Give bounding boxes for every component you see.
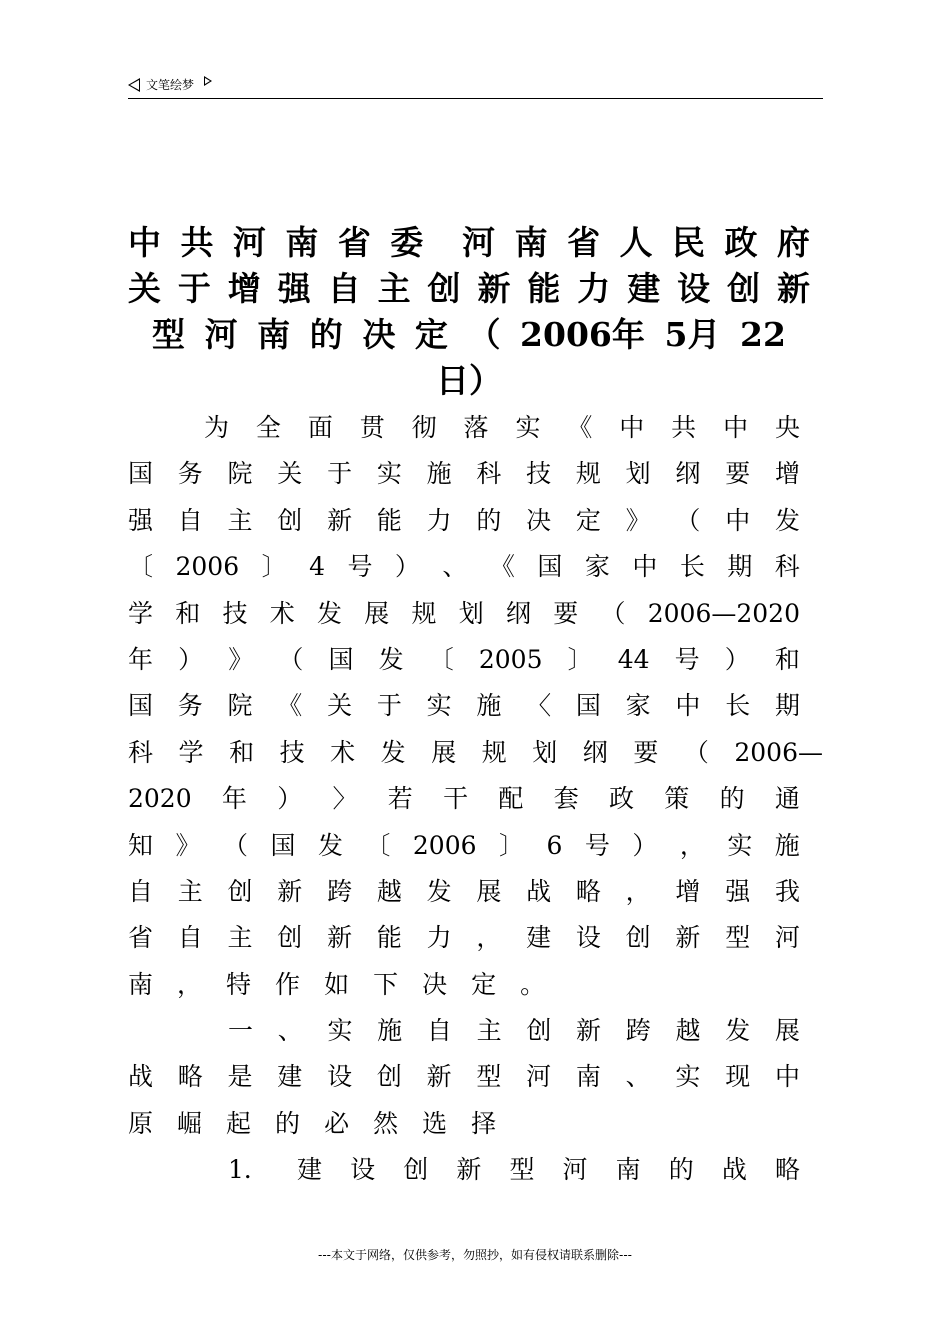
text-token: 6: [546, 830, 563, 860]
text-token: 人: [619, 223, 653, 262]
text-token: 型: [509, 1155, 535, 1185]
text-token: 战: [128, 1062, 154, 1092]
text-token: 和: [175, 598, 201, 628]
text-token: 展: [364, 598, 390, 628]
text-token: 施: [774, 830, 800, 860]
text-token: 〕: [567, 644, 593, 674]
text-token: 实: [675, 1062, 701, 1092]
text-token: 关: [277, 459, 303, 489]
text-token: 务: [177, 459, 203, 489]
text-token: 新: [576, 1016, 602, 1046]
text-token: 河: [462, 223, 496, 262]
text-token: 自: [128, 876, 154, 906]
text-token: 的: [476, 505, 502, 535]
text-token: 强: [128, 505, 154, 535]
section-heading-line: [128, 1054, 800, 1100]
text-token: 22: [740, 315, 786, 354]
text-token: 主: [377, 269, 411, 308]
text-token: 自: [327, 269, 361, 308]
header-text: 文笔绘梦: [146, 78, 195, 92]
text-token: （: [467, 315, 501, 354]
text-token: 国: [270, 830, 296, 860]
text-token: 创: [376, 1062, 402, 1092]
text-token: 2020: [128, 784, 192, 814]
text-token: 强: [277, 269, 311, 308]
text-token: 长: [725, 691, 751, 721]
text-token: 新: [477, 269, 511, 308]
text-token: 号: [347, 552, 373, 582]
text-token: 〔: [428, 644, 454, 674]
text-token: 创: [277, 923, 303, 953]
text-token: 下: [373, 969, 399, 999]
text-token: 增: [227, 269, 261, 308]
text-token: 院: [227, 459, 253, 489]
text-token: 必: [324, 1108, 350, 1138]
text-token: 2006年: [520, 315, 645, 354]
text-token: ）: [178, 644, 204, 674]
text-token: 河: [562, 1155, 588, 1185]
title-line-2: [128, 266, 810, 312]
text-token: 若: [387, 784, 413, 814]
text-token: 展: [476, 876, 502, 906]
text-token: 设: [350, 1155, 376, 1185]
page-header: [128, 74, 823, 99]
text-token: 科: [774, 552, 800, 582]
text-token: 中: [723, 413, 749, 442]
text-token: 施: [476, 691, 502, 721]
text-token: 4: [309, 552, 325, 582]
body-line: [128, 962, 800, 1008]
text-token: 特: [226, 969, 252, 999]
text-token: 发: [317, 830, 343, 860]
text-token: 新: [327, 505, 353, 535]
text-token: 发: [380, 737, 406, 767]
text-token: ，: [679, 830, 705, 860]
text-token: 我: [774, 876, 800, 906]
text-token: 发: [317, 598, 343, 628]
text-token: 决: [362, 315, 396, 354]
text-token: 中: [619, 413, 645, 442]
text-token: 实: [515, 413, 541, 442]
text-token: 年: [221, 784, 247, 814]
body-line: [128, 683, 800, 729]
text-token: 纲: [582, 737, 608, 767]
text-token: 展: [774, 1016, 800, 1046]
text-token: 学: [128, 598, 154, 628]
title-line-1: [128, 220, 810, 266]
body-line: [128, 730, 823, 776]
text-token: 战: [526, 876, 552, 906]
text-token: 建: [277, 1062, 303, 1092]
text-token: ）: [277, 784, 303, 814]
body-line: [128, 498, 800, 544]
text-token: 技: [279, 737, 305, 767]
text-token: 、: [277, 1016, 303, 1046]
text-token: 年: [128, 644, 154, 674]
text-token: 南: [575, 1062, 601, 1092]
text-token: 》: [228, 644, 254, 674]
text-token: 河: [204, 315, 238, 354]
document-title: [128, 220, 810, 404]
text-token: 要: [725, 459, 751, 489]
text-token: 学: [178, 737, 204, 767]
text-token: 发: [378, 644, 404, 674]
text-token: 发: [426, 876, 452, 906]
text-token: 跨: [625, 1016, 651, 1046]
text-token: 面: [307, 413, 333, 442]
text-token: 政: [724, 223, 758, 262]
text-token: 、: [442, 552, 468, 582]
section-heading-line: [128, 1008, 800, 1054]
text-token: 新: [327, 923, 353, 953]
text-token: 新: [675, 923, 701, 953]
text-token: 是: [227, 1062, 253, 1092]
text-token: 的: [275, 1108, 301, 1138]
text-token: 国: [537, 552, 563, 582]
text-token: 关: [128, 269, 161, 308]
text-token: 、: [625, 1062, 651, 1092]
text-token: 民: [671, 223, 705, 262]
text-token: 务: [177, 691, 203, 721]
body-line: [128, 637, 800, 683]
text-token: 决: [422, 969, 448, 999]
text-token: 期: [727, 552, 753, 582]
triangle-right-icon: [204, 76, 212, 86]
text-token: 中: [774, 1062, 800, 1092]
text-token: 落: [463, 413, 489, 442]
text-token: 原: [128, 1108, 154, 1138]
text-token: 河: [774, 923, 800, 953]
page-footer: ---本文于网络，仅供参考，勿照抄，如有侵权请联系删除---: [318, 1248, 632, 1262]
text-token: 〈: [526, 691, 552, 721]
text-token: 共: [671, 413, 697, 442]
text-token: 和: [229, 737, 255, 767]
text-token: 技: [222, 598, 248, 628]
text-token: 纲: [675, 459, 701, 489]
text-token: 国: [575, 691, 601, 721]
text-token: 长: [679, 552, 705, 582]
text-token: 规: [481, 737, 507, 767]
text-token: 2006—: [734, 737, 823, 767]
text-token: 号: [674, 644, 700, 674]
text-token: 中: [675, 691, 701, 721]
triangle-left-icon: [128, 78, 140, 92]
text-token: 南: [615, 1155, 641, 1185]
text-token: 2006: [412, 830, 477, 860]
text-token: 规: [575, 459, 601, 489]
text-token: 于: [327, 459, 353, 489]
text-token: 实: [727, 830, 753, 860]
body-line: [128, 405, 800, 451]
text-token: 定: [575, 505, 601, 535]
text-token: 国: [128, 459, 154, 489]
text-token: 家: [625, 691, 651, 721]
text-token: ）: [394, 552, 420, 582]
text-token: 日: [436, 361, 469, 400]
text-token: 央: [774, 413, 800, 442]
text-token: 知: [128, 830, 154, 860]
text-token: 府: [776, 223, 810, 262]
text-token: 施: [426, 459, 452, 489]
text-token: 自: [177, 923, 203, 953]
text-token: 》: [175, 830, 201, 860]
text-token: 主: [476, 1016, 502, 1046]
text-token: 河: [526, 1062, 552, 1092]
text-token: 设: [327, 1062, 353, 1092]
text-token: 套: [553, 784, 579, 814]
text-token: 略: [774, 1155, 800, 1185]
text-token: 展: [431, 737, 457, 767]
text-token: 号: [584, 830, 610, 860]
text-token: 策: [664, 784, 690, 814]
text-token: 能: [376, 923, 402, 953]
text-token: 彻: [411, 413, 437, 442]
text-token: 要: [633, 737, 659, 767]
text-token: 干: [443, 784, 469, 814]
text-token: 发: [725, 1016, 751, 1046]
text-token: 定: [471, 969, 497, 999]
body-line: [128, 591, 800, 637]
text-token: 战: [721, 1155, 747, 1185]
text-token: 术: [330, 737, 356, 767]
text-token: 新: [456, 1155, 482, 1185]
text-token: 型: [152, 315, 185, 354]
text-token: 型: [476, 1062, 502, 1092]
text-token: 期: [774, 691, 800, 721]
text-token: 〔: [128, 552, 154, 582]
text-token: 》: [625, 505, 651, 535]
text-token: 的: [668, 1155, 694, 1185]
text-token: 作: [275, 969, 301, 999]
text-token: 能: [376, 505, 402, 535]
text-token: 〕: [499, 830, 525, 860]
text-token: 崛: [177, 1108, 203, 1138]
text-token: 决: [526, 505, 552, 535]
text-token: 能: [527, 269, 561, 308]
text-token: 如: [324, 969, 350, 999]
text-token: 建: [526, 923, 552, 953]
text-token: 的: [309, 315, 343, 354]
text-token: 科: [128, 737, 154, 767]
body-line: [128, 915, 800, 961]
body-line: [128, 451, 800, 497]
document-body: [128, 405, 823, 1194]
text-token: 实: [426, 691, 452, 721]
text-token: 全: [255, 413, 281, 442]
text-token: 中: [725, 505, 751, 535]
text-token: 创: [227, 876, 253, 906]
text-token: 主: [227, 505, 253, 535]
text-token: （: [600, 598, 626, 628]
text-token: 发: [774, 505, 800, 535]
text-token: 划: [625, 459, 651, 489]
text-token: 〉: [332, 784, 358, 814]
text-token: 新: [277, 876, 303, 906]
body-line: [128, 869, 800, 915]
text-token: 。: [520, 969, 546, 999]
title-line-4: [128, 358, 810, 404]
text-token: 《: [277, 691, 303, 721]
text-token: 自: [177, 505, 203, 535]
text-token: 设: [677, 269, 711, 308]
text-token: 择: [471, 1108, 497, 1138]
text-token: 2005: [478, 644, 543, 674]
subsection-heading-line: [128, 1147, 800, 1193]
text-token: 通: [774, 784, 800, 814]
text-token: ）: [469, 361, 502, 400]
text-token: 力: [426, 505, 452, 535]
text-token: 44: [617, 644, 650, 674]
text-token: 院: [227, 691, 253, 721]
text-token: 起: [226, 1108, 252, 1138]
text-token: 创: [403, 1155, 429, 1185]
text-token: 规: [411, 598, 437, 628]
text-token: 贯: [359, 413, 385, 442]
text-token: 为: [204, 413, 230, 442]
text-token: ）: [632, 830, 658, 860]
text-token: 越: [376, 876, 402, 906]
body-line: [128, 544, 800, 590]
text-token: 增: [675, 876, 701, 906]
text-token: 南: [285, 223, 319, 262]
text-token: 主: [227, 923, 253, 953]
text-token: 〔: [365, 830, 391, 860]
text-token: 跨: [327, 876, 353, 906]
text-token: 选: [422, 1108, 448, 1138]
text-token: 国: [328, 644, 354, 674]
text-token: 南: [257, 315, 291, 354]
text-token: ）: [724, 644, 750, 674]
text-token: 和: [774, 644, 800, 674]
text-token: 定: [414, 315, 448, 354]
text-token: 国: [128, 691, 154, 721]
body-line: [128, 823, 800, 869]
text-token: ，: [177, 969, 203, 999]
text-token: 中: [632, 552, 658, 582]
text-token: 的: [719, 784, 745, 814]
text-token: 建: [297, 1155, 323, 1185]
text-token: ，: [625, 876, 651, 906]
text-token: 南: [514, 223, 548, 262]
section-heading-line: [128, 1101, 800, 1147]
text-token: 创: [277, 505, 303, 535]
text-token: 划: [458, 598, 484, 628]
header-brand: [128, 76, 212, 93]
text-token: 创: [526, 1016, 552, 1046]
text-token: 委: [390, 223, 424, 262]
text-token: 中: [128, 223, 161, 262]
text-token: 政: [608, 784, 634, 814]
text-token: 关: [327, 691, 353, 721]
text-token: 划: [532, 737, 558, 767]
text-token: 施: [377, 1016, 403, 1046]
text-token: 《: [489, 552, 515, 582]
text-token: 于: [376, 691, 402, 721]
text-token: （: [683, 737, 709, 767]
text-token: （: [278, 644, 304, 674]
text-token: ，: [476, 923, 502, 953]
text-token: 现: [725, 1062, 751, 1092]
text-token: 创: [625, 923, 651, 953]
text-token: 主: [177, 876, 203, 906]
text-token: 术: [269, 598, 295, 628]
text-token: （: [675, 505, 701, 535]
text-token: 力: [426, 923, 452, 953]
text-token: 实: [376, 459, 402, 489]
text-token: 创: [727, 269, 761, 308]
title-line-3: [128, 312, 810, 358]
body-line: [128, 776, 800, 822]
text-token: 省: [567, 223, 601, 262]
text-token: 《: [567, 413, 593, 442]
text-token: 略: [177, 1062, 203, 1092]
text-token: 越: [675, 1016, 701, 1046]
text-token: 实: [327, 1016, 353, 1046]
text-token: （: [222, 830, 248, 860]
text-token: 纲: [506, 598, 532, 628]
text-token: 新: [776, 269, 810, 308]
text-token: 2006—2020: [647, 598, 800, 628]
text-token: 力: [577, 269, 611, 308]
text-token: 要: [553, 598, 579, 628]
text-token: 增: [774, 459, 800, 489]
text-token: 型: [725, 923, 751, 953]
text-token: 设: [575, 923, 601, 953]
text-token: 配: [498, 784, 524, 814]
text-token: 省: [128, 923, 154, 953]
text-token: 略: [575, 876, 601, 906]
text-token: 创: [427, 269, 461, 308]
text-token: 建: [627, 269, 661, 308]
text-token: 家: [584, 552, 610, 582]
text-token: 技: [526, 459, 552, 489]
text-token: 〕: [261, 552, 287, 582]
text-token: 强: [725, 876, 751, 906]
text-token: 省: [337, 223, 371, 262]
text-token: 1．: [228, 1155, 269, 1185]
text-token: 共: [180, 223, 214, 262]
text-token: 南: [128, 969, 154, 999]
text-token: 自: [426, 1016, 452, 1046]
text-token: 新: [426, 1062, 452, 1092]
text-token: 于: [177, 269, 211, 308]
text-token: 一: [228, 1016, 254, 1046]
text-token: 科: [476, 459, 502, 489]
text-token: 2006: [175, 552, 240, 582]
text-token: 河: [232, 223, 266, 262]
text-token: 然: [373, 1108, 399, 1138]
text-token: 5月: [664, 315, 721, 354]
